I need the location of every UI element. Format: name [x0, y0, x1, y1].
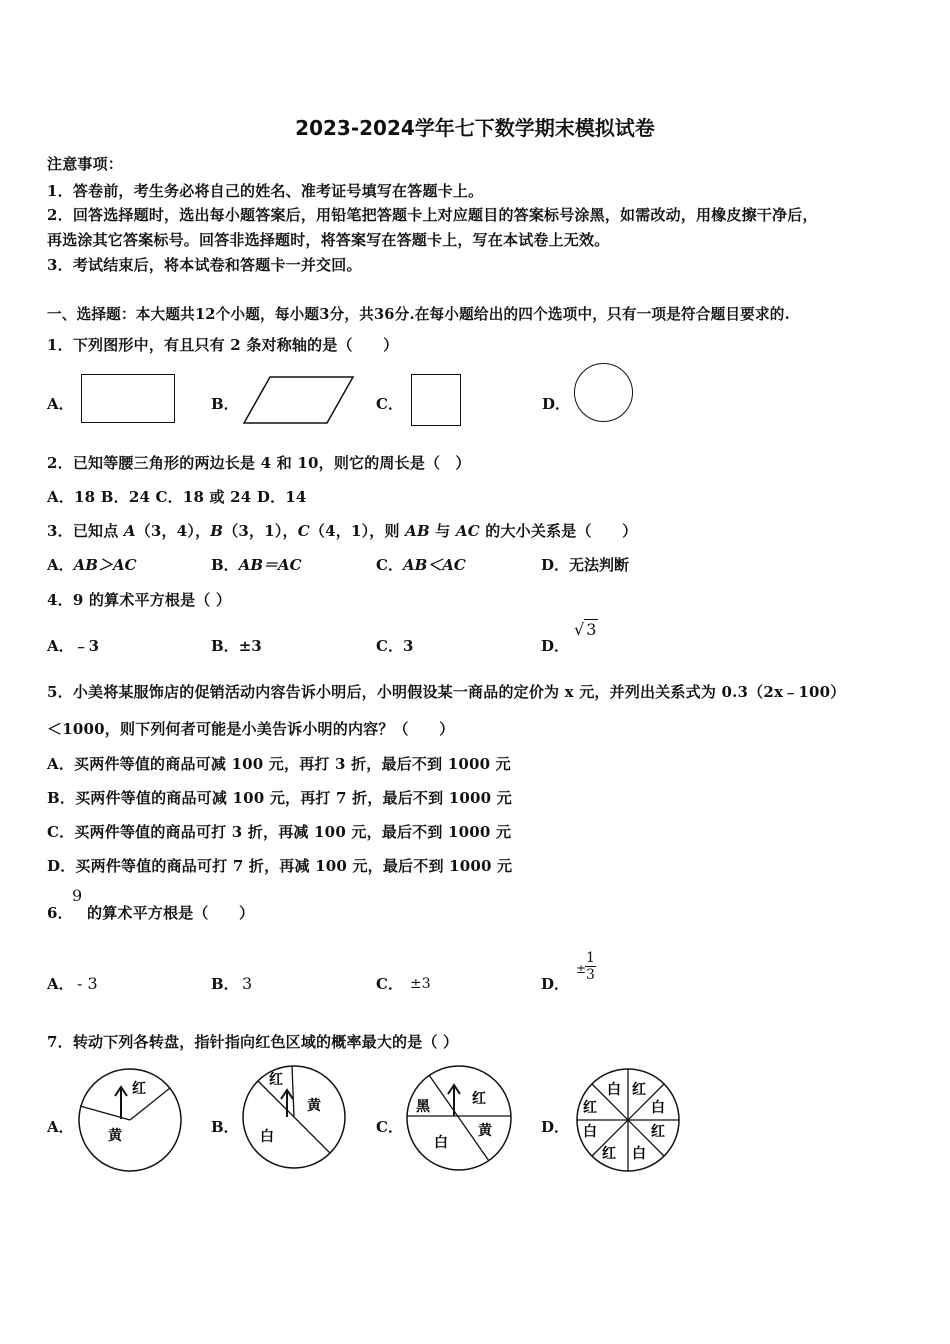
q4-option-c: C．3 — [376, 637, 414, 655]
q5-option-a: A．买两件等值的商品可减 100 元，再打 3 折，最后不到 1000 元 — [47, 755, 511, 773]
region-label-red: 红 — [651, 1124, 665, 1140]
notice-item: 再选涂其它答案标号。回答非选择题时，将答案写在答题卡上，写在本试卷上无效。 — [47, 231, 610, 249]
notice-item: 3．考试结束后，将本试卷和答题卡一并交回。 — [47, 256, 362, 274]
q1-option-b-label: B． — [211, 395, 239, 413]
q5-option-d: D．买两件等值的商品可打 7 折，再减 100 元，最后不到 1000 元 — [47, 857, 513, 875]
spinner-c — [404, 1063, 514, 1173]
region-label-black: 黑 — [416, 1099, 430, 1115]
q1-option-d-label: D． — [542, 395, 571, 413]
q1-option-a-label: A． — [47, 395, 74, 413]
q7-option-a-label: A． — [47, 1118, 74, 1136]
section-heading: 一、选择题：本大题共12个小题，每小题3分，共36分.在每小题给出的四个选项中，只有一项是符合题目要求的. — [47, 306, 790, 323]
question-3-stem: 3．已知点 A（3，4），B（3，1），C（4，1），则 AB 与 AC 的大小关系是（ ） — [47, 522, 638, 540]
q5-option-c: C．买两件等值的商品可打 3 折，再减 100 元，最后不到 1000 元 — [47, 823, 512, 841]
question-2-options: A．18 B．24 C．18 或 24 D．14 — [47, 488, 307, 506]
q6-option-b-label: B． — [211, 975, 239, 993]
q6-option-a-label: A． — [47, 975, 74, 993]
spinner-b — [240, 1063, 348, 1171]
q6-option-d-label: D． — [541, 975, 570, 993]
question-1-stem: 1．下列图形中，有且只有 2 条对称轴的是（ ） — [47, 336, 399, 354]
question-2-stem: 2．已知等腰三角形的两边长是 4 和 10，则它的周长是（ ） — [47, 454, 471, 472]
region-label-white: 白 — [583, 1124, 597, 1140]
region-label-red: 红 — [602, 1146, 616, 1162]
region-label-red: 红 — [132, 1081, 146, 1097]
q1-option-c-label: C． — [376, 395, 403, 413]
q4-option-b: B．±3 — [211, 637, 262, 655]
question-7-stem: 7．转动下列各转盘，指针指向红色区域的概率最大的是（ ） — [47, 1033, 459, 1051]
region-label-yellow: 黄 — [108, 1128, 122, 1144]
region-label-white: 白 — [260, 1129, 274, 1145]
q7-option-d-label: D． — [541, 1118, 570, 1136]
notice-item: 1．答卷前，考生务必将自己的姓名、准考证号填写在答题卡上。 — [47, 182, 484, 200]
region-label-white: 白 — [651, 1100, 665, 1116]
region-label-red: 红 — [269, 1072, 283, 1088]
spinner-a — [76, 1066, 184, 1174]
region-label-white: 白 — [434, 1135, 448, 1151]
one-third-fraction: $\frac{1}{3}$ — [586, 950, 595, 983]
q6-option-c-label: C． — [376, 975, 403, 993]
region-label-red: 红 — [583, 1100, 597, 1116]
sqrt-three-expression: √ 3 — [574, 620, 597, 639]
rectangle-figure — [81, 374, 175, 423]
q5-option-b: B．买两件等值的商品可减 100 元，再打 7 折，最后不到 1000 元 — [47, 789, 512, 807]
q6-option-c-value: ±3 — [410, 976, 431, 992]
region-label-red: 红 — [632, 1082, 646, 1098]
q7-option-c-label: C． — [376, 1118, 403, 1136]
region-label-red: 红 — [472, 1091, 486, 1107]
spinner-d — [574, 1066, 682, 1174]
page-title: 2023-2024学年七下数学期末模拟试卷 — [295, 116, 655, 140]
region-label-yellow: 黄 — [478, 1123, 492, 1139]
circle-figure — [574, 363, 633, 422]
question-5-stem-line-1: 5．小美将某服饰店的促销活动内容告诉小明后，小明假设某一商品的定价为 x 元，并列出关系式为 0.3（2x﹣100） — [47, 683, 846, 701]
q3-option-d: D．无法判断 — [541, 556, 630, 574]
question-6-number: 6． — [47, 904, 73, 922]
square-figure — [411, 374, 461, 426]
sqrt-icon: √ — [574, 620, 585, 639]
q4-option-d: D． — [541, 637, 570, 655]
question-6-stem: 的算术平方根是（ ） — [87, 904, 255, 922]
q3-option-b: B．AB＝AC — [211, 556, 302, 574]
question-4-stem: 4．9 的算术平方根是（ ） — [47, 591, 232, 609]
q3-option-c: C．AB＜AC — [376, 556, 466, 574]
notice-item: 2．回答选择题时，选出每小题答案后，用铅笔把答题卡上对应题目的答案标号涂黑，如需改动，用橡皮擦干净后， — [47, 206, 818, 224]
q6-nine: 9 — [72, 886, 83, 905]
q3-option-a: A．AB＞AC — [47, 556, 137, 574]
notice-heading: 注意事项： — [47, 155, 124, 173]
parallelogram-figure — [242, 374, 356, 426]
question-5-stem-line-2: ＜1000，则下列何者可能是小美告诉小明的内容？（ ） — [47, 720, 455, 738]
region-label-white: 白 — [632, 1146, 646, 1162]
region-label-white: 白 — [607, 1082, 621, 1098]
q7-option-b-label: B． — [211, 1118, 239, 1136]
region-label-yellow: 黄 — [307, 1098, 321, 1114]
q6-option-a-value: - 3 — [77, 974, 98, 993]
q4-option-a: A．﹣3 — [47, 637, 100, 655]
q6-option-b-value: 3 — [242, 974, 253, 993]
plus-minus-sign: ± — [576, 962, 587, 976]
